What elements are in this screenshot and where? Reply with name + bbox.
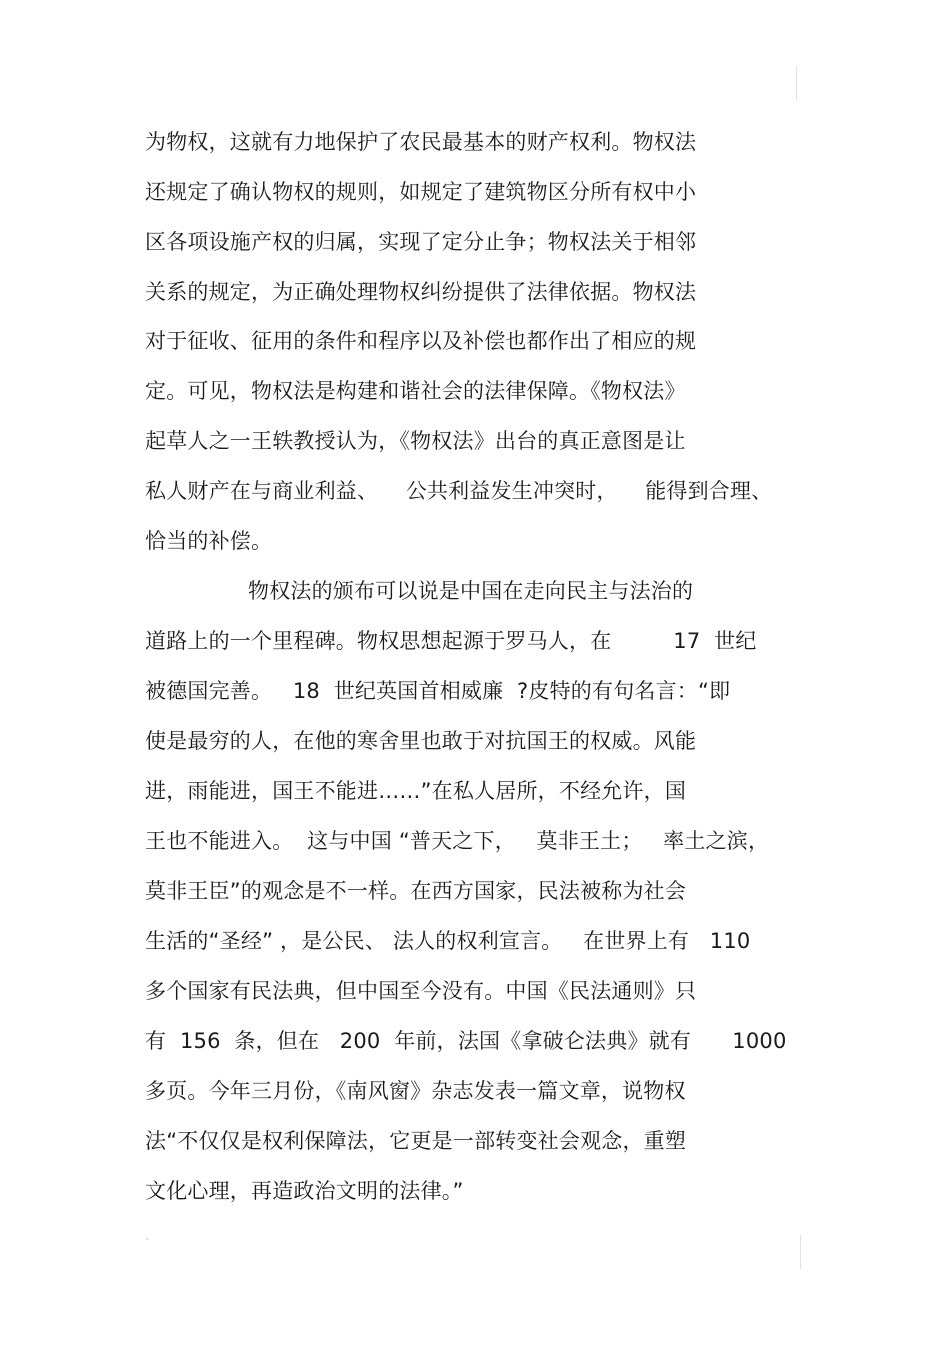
- text-line: 区各项设施产权的归属，实现了定分止争；物权法关于相邻: [145, 230, 697, 254]
- text-line: 多个国家有民法典，但中国至今没有。中国《民法通则》只: [145, 979, 697, 1003]
- text-line: 使是最穷的人，在他的寒舍里也敢于对抗国王的权威。风能: [145, 729, 697, 753]
- text-line: 起草人之一王轶教授认为，《物权法》出台的真正意图是让: [145, 429, 686, 453]
- text-line: 道路上的一个里程碑。物权思想起源于罗马人，在 17 世纪: [145, 629, 757, 653]
- page-edge-mark-top: [796, 66, 797, 100]
- page-edge-mark-bottom: [800, 1235, 801, 1269]
- paragraph-first-line: 物权法的颁布可以说是中国在走向民主与法治的: [248, 579, 694, 603]
- text-line: 私人财产在与商业利益、 公共利益发生冲突时， 能得到合理、: [145, 479, 773, 503]
- text-line: 为物权，这就有力地保护了农民最基本的财产权利。物权法: [145, 130, 697, 154]
- text-line: 关系的规定，为正确处理物权纠纷提供了法律依据。物权法: [145, 280, 697, 304]
- scan-speck: [146, 1238, 149, 1240]
- text-line: 莫非王臣”的观念是不一样。在西方国家，民法被称为社会: [145, 879, 687, 903]
- text-line: 多页。今年三月份，《南风窗》杂志发表一篇文章，说物权: [145, 1079, 686, 1103]
- text-line: 定。可见，物权法是构建和谐社会的法律保障。《物权法》: [145, 379, 686, 403]
- text-line: 还规定了确认物权的规则，如规定了建筑物区分所有权中小: [145, 180, 697, 204]
- text-line: 被德国完善。 18 世纪英国首相威廉 ?皮特的有句名言：“即: [145, 679, 731, 703]
- text-line: 恰当的补偿。: [145, 529, 273, 553]
- text-line: 有 156 条，但在 200 年前，法国《拿破仑法典》就有 1000: [145, 1029, 787, 1053]
- text-line: 进，雨能进，国王不能进……”在私人居所，不经允许，国: [145, 779, 687, 803]
- text-line: 文化心理，再造政治文明的法律。”: [145, 1179, 464, 1203]
- text-line: 生活的“圣经” ，是公民、 法人的权利宣言。 在世界上有 110: [145, 929, 751, 953]
- text-line: 对于征收、征用的条件和程序以及补偿也都作出了相应的规: [145, 329, 697, 353]
- text-line: 王也不能进入。 这与中国 “普天之下， 莫非王土； 率土之滨，: [145, 829, 770, 853]
- text-line: 法“不仅仅是权利保障法，它更是一部转变社会观念，重塑: [145, 1129, 687, 1153]
